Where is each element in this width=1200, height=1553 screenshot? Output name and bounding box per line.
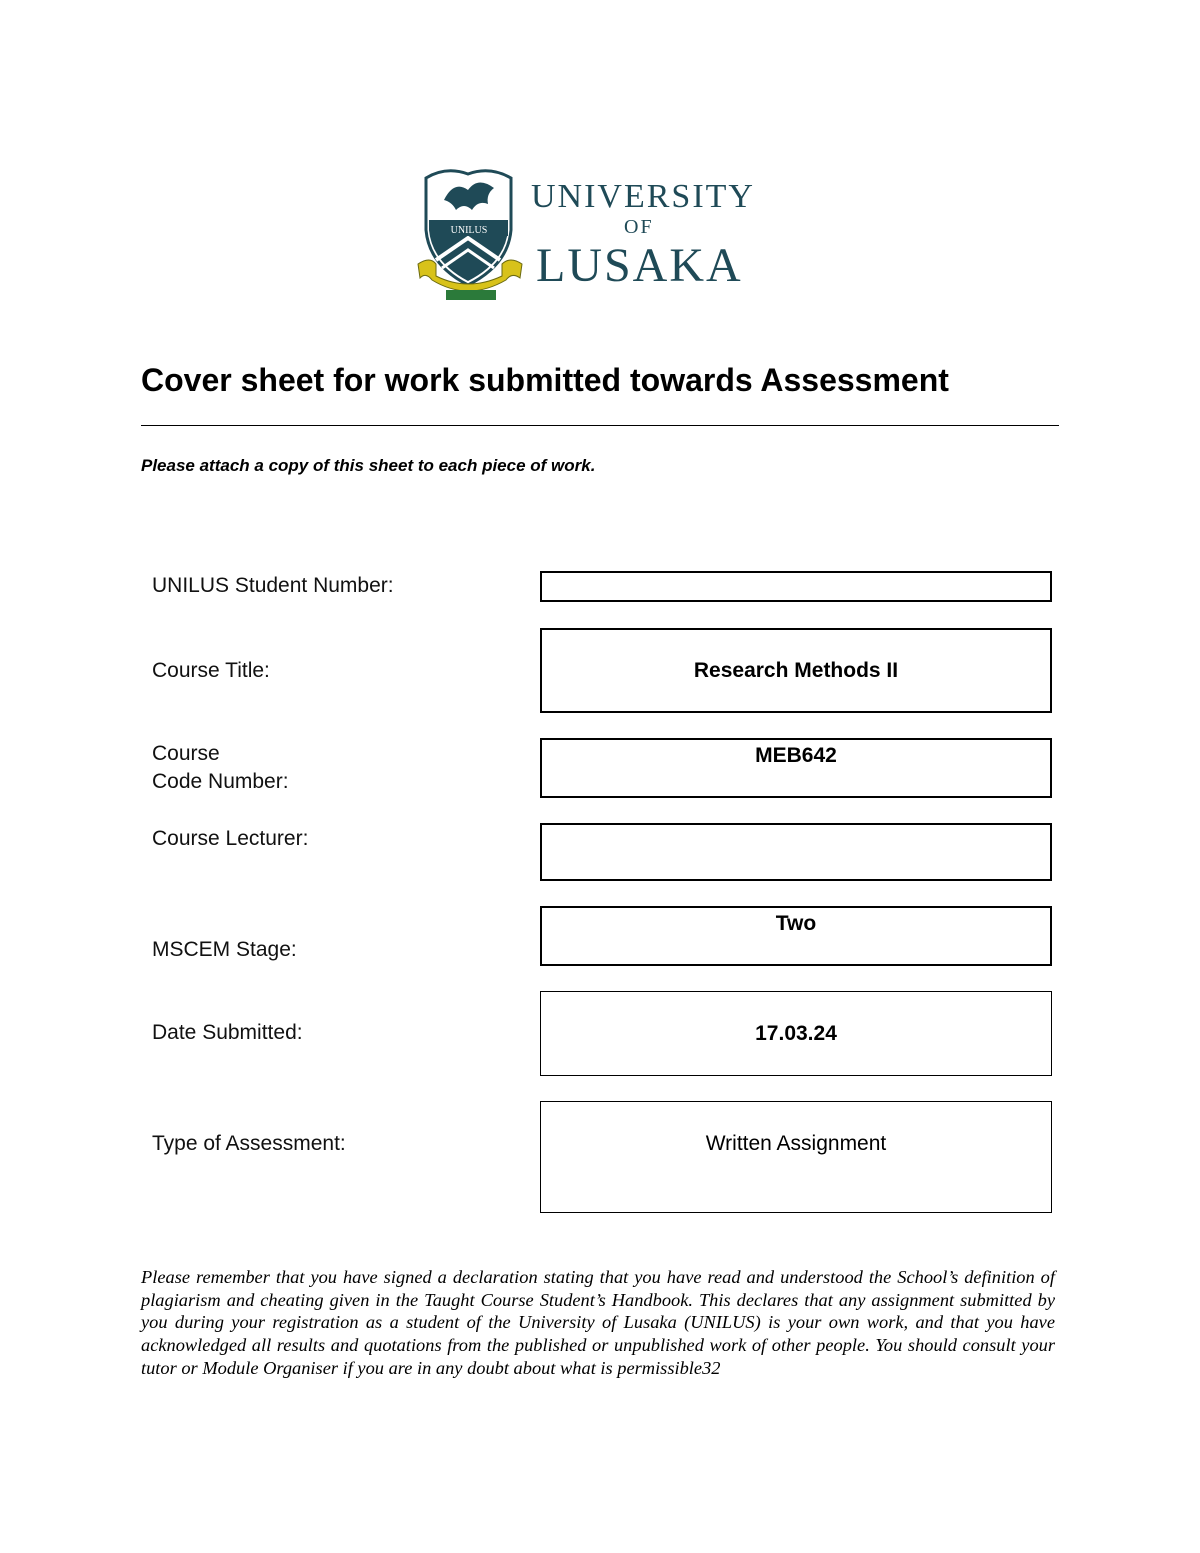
plagiarism-notice: Please remember that you have signed a declaration stating that you have read and understood the School’s definition of plagiarism and cheating given in the Taught Course Student’s Handbook. This declares that any assignment submitted by you during your registration as a student of the University of Lusaka (UNILUS) is your own work, and that you have acknowledged all results and quotations from the published or unpublished work of other people. You should consult your tutor or Module Organiser if you are in any doubt about what is permissible32 — [141, 1267, 1055, 1378]
student-number-field[interactable] — [540, 571, 1052, 602]
student-number-label: UNILUS Student Number: — [152, 574, 394, 597]
assessment-type-field[interactable] — [540, 1101, 1052, 1213]
university-logo — [416, 160, 756, 305]
course-code-value: MEB642 — [755, 744, 837, 767]
logo-of-text: OF — [624, 216, 654, 238]
assessment-type-label: Type of Assessment: — [152, 1132, 346, 1155]
date-submitted-field[interactable] — [540, 991, 1052, 1076]
assessment-type-value: Written Assignment — [705, 1132, 887, 1155]
stage-label: MSCEM Stage: — [152, 938, 297, 961]
course-title-value: Research Methods II — [693, 658, 899, 682]
stage-field[interactable] — [540, 906, 1052, 966]
logo-university-text: UNIVERSITY — [531, 178, 755, 215]
course-lecturer-label: Course Lecturer: — [152, 827, 309, 850]
course-title-label: Course Title: — [152, 659, 270, 682]
course-code-label-line2: Code Number: — [152, 770, 289, 793]
page-title: Cover sheet for work submitted towards Assessment — [141, 362, 949, 398]
date-submitted-value: 17.03.24 — [755, 1021, 837, 1045]
shield-text: UNILUS — [450, 225, 488, 236]
course-code-field[interactable] — [540, 738, 1052, 798]
instruction-text: Please attach a copy of this sheet to each piece of work. — [141, 456, 596, 475]
date-submitted-label: Date Submitted: — [152, 1021, 303, 1044]
course-lecturer-field[interactable] — [540, 823, 1052, 881]
stage-value: Two — [775, 912, 817, 935]
title-divider — [141, 425, 1059, 426]
course-code-label-line1: Course — [152, 742, 220, 765]
logo-lusaka-text: LUSAKA — [536, 239, 743, 292]
shield-crest-icon — [416, 160, 526, 305]
course-title-field[interactable] — [540, 628, 1052, 713]
